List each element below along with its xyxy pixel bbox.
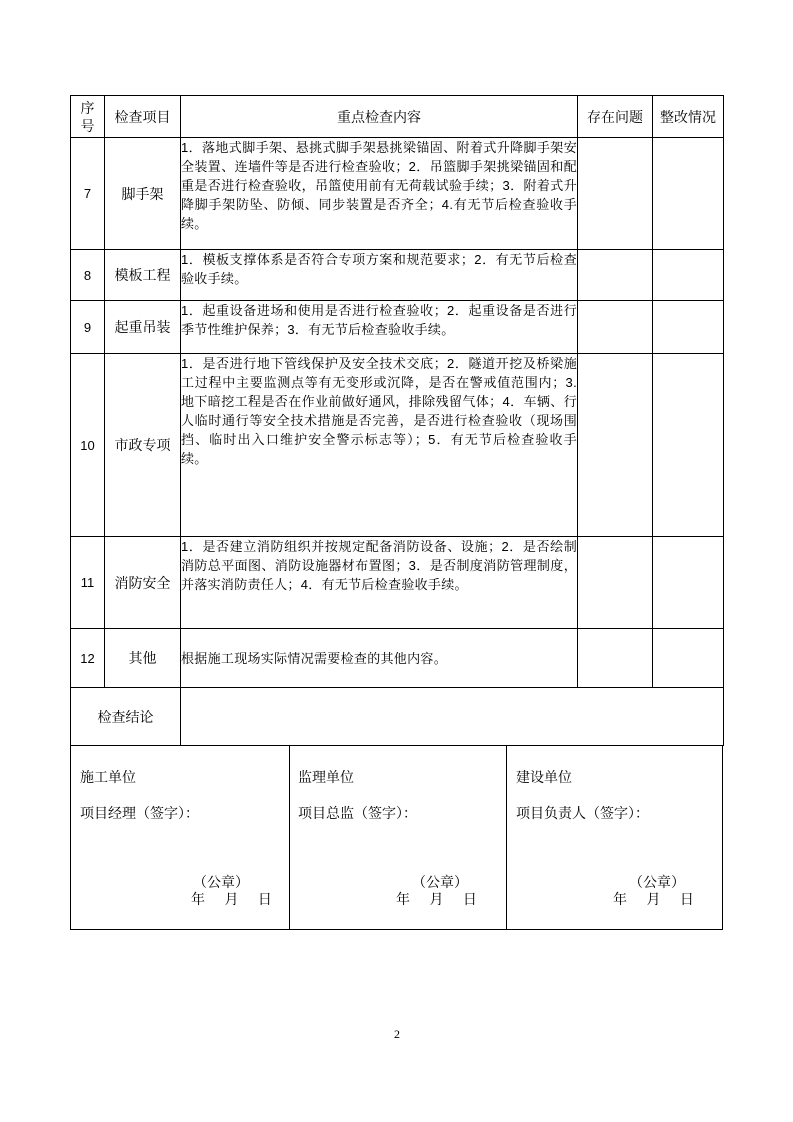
signature-construction-unit xyxy=(71,745,289,929)
row-issues-cell[interactable] xyxy=(578,138,653,250)
row-issues-cell[interactable] xyxy=(578,629,653,688)
row-rectification-cell[interactable] xyxy=(653,301,724,354)
signature-unit-label: 建设单位 xyxy=(516,769,572,785)
row-content: 1．模板支撑体系是否符合专项方案和规范要求；2．有无节后检查验收手续。 xyxy=(181,250,578,301)
row-item: 消防安全 xyxy=(105,537,181,629)
signature-unit-label: 施工单位 xyxy=(80,769,136,785)
table-header-row xyxy=(71,96,724,138)
row-number: 9 xyxy=(71,301,105,354)
signature-signer-label[interactable]: 项目总监（签字）： xyxy=(298,805,417,821)
row-item: 脚手架 xyxy=(105,138,181,250)
signature-section xyxy=(70,745,723,930)
header-rectification: 整改情况 xyxy=(653,96,724,138)
row-rectification-cell[interactable] xyxy=(653,537,724,629)
row-item: 其他 xyxy=(105,629,181,688)
row-issues-cell[interactable] xyxy=(578,537,653,629)
row-item: 起重吊装 xyxy=(105,301,181,354)
row-number: 11 xyxy=(71,537,105,629)
table-row xyxy=(71,301,724,354)
row-item: 模板工程 xyxy=(105,250,181,301)
row-rectification-cell[interactable] xyxy=(653,629,724,688)
row-number: 8 xyxy=(71,250,105,301)
signature-signer-label[interactable]: 项目经理（签字）： xyxy=(80,805,199,821)
row-content: 1．是否建立消防组织并按规定配备消防设备、设施；2．是否绘制消防总平面图、消防设施器材布置图；3．是否制度消防管理制度，并落实消防责任人；4．有无节后检查验收手续。 xyxy=(181,537,578,629)
page-number: 2 xyxy=(394,1027,400,1041)
conclusion-label: 检查结论 xyxy=(71,688,181,746)
inspection-table xyxy=(70,95,724,746)
row-issues-cell[interactable] xyxy=(578,250,653,301)
row-number: 10 xyxy=(71,354,105,537)
row-rectification-cell[interactable] xyxy=(653,138,724,250)
table-row xyxy=(71,629,724,688)
row-issues-cell[interactable] xyxy=(578,301,653,354)
row-rectification-cell[interactable] xyxy=(653,250,724,301)
row-number: 7 xyxy=(71,138,105,250)
header-existing-issues: 存在问题 xyxy=(578,96,653,138)
signature-supervision-unit xyxy=(289,745,506,929)
row-item: 市政专项 xyxy=(105,354,181,537)
conclusion-row xyxy=(71,688,724,746)
header-inspection-item: 检查项目 xyxy=(105,96,181,138)
table-row xyxy=(71,354,724,537)
row-issues-cell[interactable] xyxy=(578,354,653,537)
signature-unit-label: 监理单位 xyxy=(298,769,354,785)
table-row xyxy=(71,537,724,629)
signature-date-label: 年 月 日 xyxy=(396,891,477,907)
row-content: 1．起重设备进场和使用是否进行检查验收；2．起重设备是否进行季节性维护保养；3．有无节后检查验收手续。 xyxy=(181,301,578,354)
signature-signer-label[interactable]: 项目负责人（签字）： xyxy=(516,805,649,821)
conclusion-field[interactable] xyxy=(181,688,724,746)
signature-owner-unit xyxy=(506,745,722,929)
row-content: 根据施工现场实际情况需要检查的其他内容。 xyxy=(181,629,578,688)
row-number: 12 xyxy=(71,629,105,688)
table-row xyxy=(71,250,724,301)
signature-seal-label: （公章） xyxy=(412,874,468,890)
row-content: 1．落地式脚手架、悬挑式脚手架悬挑梁锚固、附着式升降脚手架安全装置、连墙件等是否进行检查验收；2．吊篮脚手架挑梁锚固和配重是否进行检查验收，吊篮使用前有无荷载试验手续；3．附着式升降脚手架防坠、防倾、同步装置是否齐全；4.有无节后检查验收手续。 xyxy=(181,138,578,250)
signature-seal-label: （公章） xyxy=(629,874,685,890)
row-content: 1．是否进行地下管线保护及安全技术交底；2．隧道开挖及桥梁施工过程中主要监测点等有无变形或沉降，是否在警戒值范围内；3.地下暗挖工程是否在作业前做好通风，排除残留气体；4．车辆、行人临时通行等安全技术措施是否完善，是否进行检查验收（现场围挡、临时出入口维护安全警示标志等）；5．有无节后检查验收手续。 xyxy=(181,354,578,537)
header-key-content: 重点检查内容 xyxy=(181,96,578,138)
signature-date-label: 年 月 日 xyxy=(191,891,272,907)
signature-seal-label: （公章） xyxy=(193,874,249,890)
table-row xyxy=(71,138,724,250)
signature-date-label: 年 月 日 xyxy=(613,891,694,907)
header-number: 序号 xyxy=(71,96,105,138)
row-rectification-cell[interactable] xyxy=(653,354,724,537)
